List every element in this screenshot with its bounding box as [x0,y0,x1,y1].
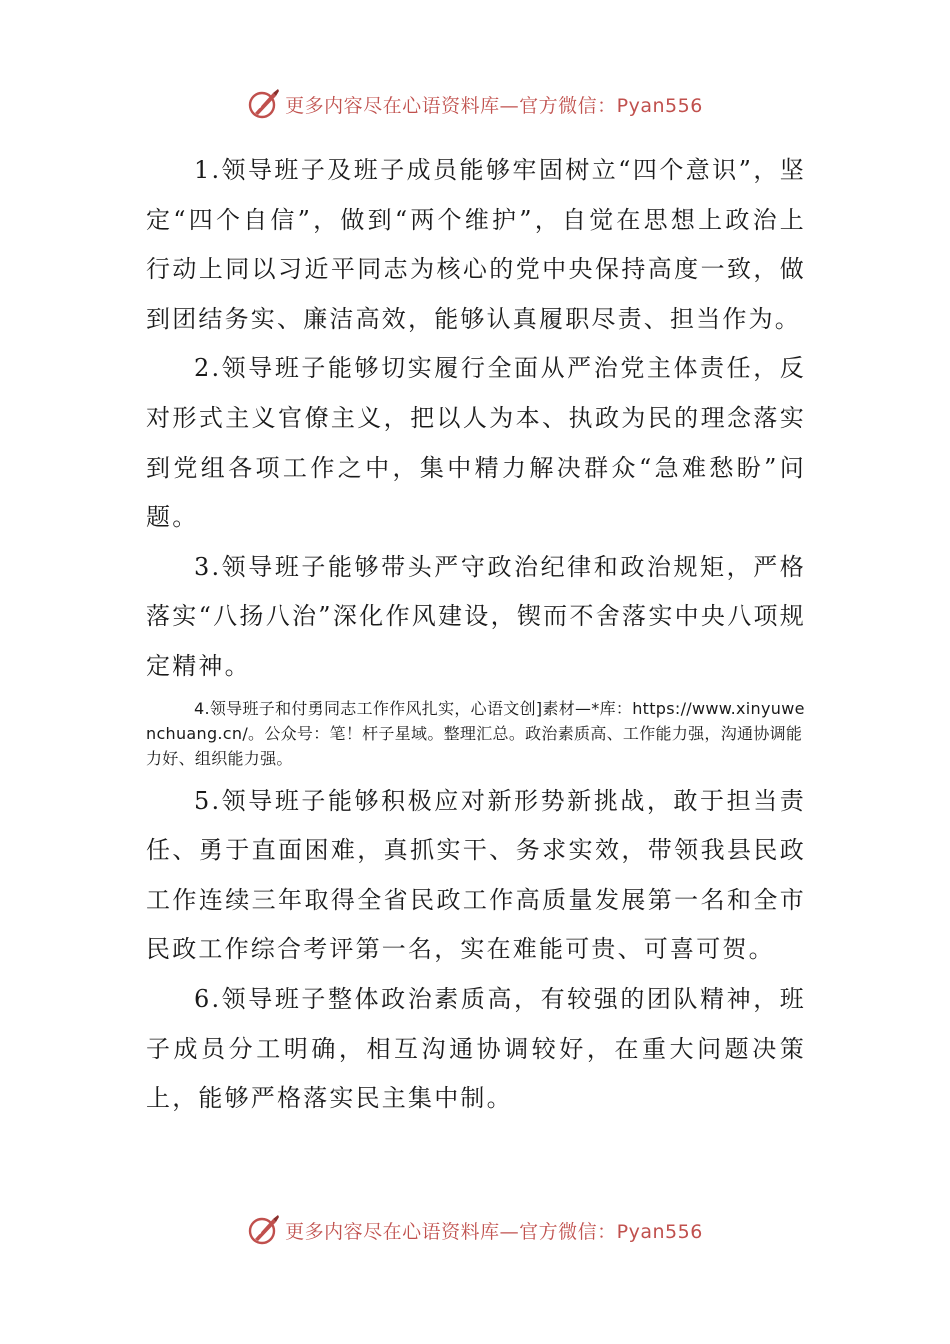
paragraph-3: 3.领导班子能够带头严守政治纪律和政治规矩，严格落实“八扬八治”深化作风建设，锲而不舍落实中央八项规定精神。 [146,552,806,680]
quill-pen-circle-icon [247,1213,281,1247]
footer-wechat-id: Pyan556 [616,1220,703,1243]
paragraph-1: 1.领导班子及班子成员能够牢固树立“四个意识”，坚定“四个自信”，做到“两个维护”，自觉在思想上政治上行动上同以习近平同志为核心的党中央保持高度一致，做到团结务实、廉洁高效，能够认真履职尽责、担当作为。 [146,156,806,333]
paragraph-4-note: 4.领导班子和付勇同志工作作风扎实，心语文创]素材—*库：https://www.xinyuwenchuang.cn/。公众号：笔！杆子星域。整理汇总。政治素质高、工作能力强，沟通协调能力好、组织能力强。 [146,698,805,768]
paragraph-6: 6.领导班子整体政治素质高，有较强的团队精神，班子成员分工明确，相互沟通协调较好，在重大问题决策上，能够严格落实民主集中制。 [146,984,806,1113]
header-banner [0,84,950,124]
paragraph-5: 5.领导班子能够积极应对新形势新挑战，敢于担当责任、勇于直面困难，真抓实干、务求实效，带领我县民政工作连续三年取得全省民政工作高质量发展第一名和全市民政工作综合考评第一名，实在难能可贵、可喜可贺。 [146,786,806,964]
header-wechat-id: Pyan556 [616,94,703,117]
footer-banner-text: 更多内容尽在心语资料库—官方微信：Pyan556 [285,1220,703,1243]
document-body [146,146,806,1124]
footer-banner [0,1210,950,1250]
quill-pen-circle-icon [247,87,281,121]
paragraph-2: 2.领导班子能够切实履行全面从严治党主体责任，反对形式主义官僚主义，把以人为本、执政为民的理念落实到党组各项工作之中，集中精力解决群众“急难愁盼”问题。 [146,354,806,532]
header-banner-text: 更多内容尽在心语资料库—官方微信：Pyan556 [285,94,703,117]
